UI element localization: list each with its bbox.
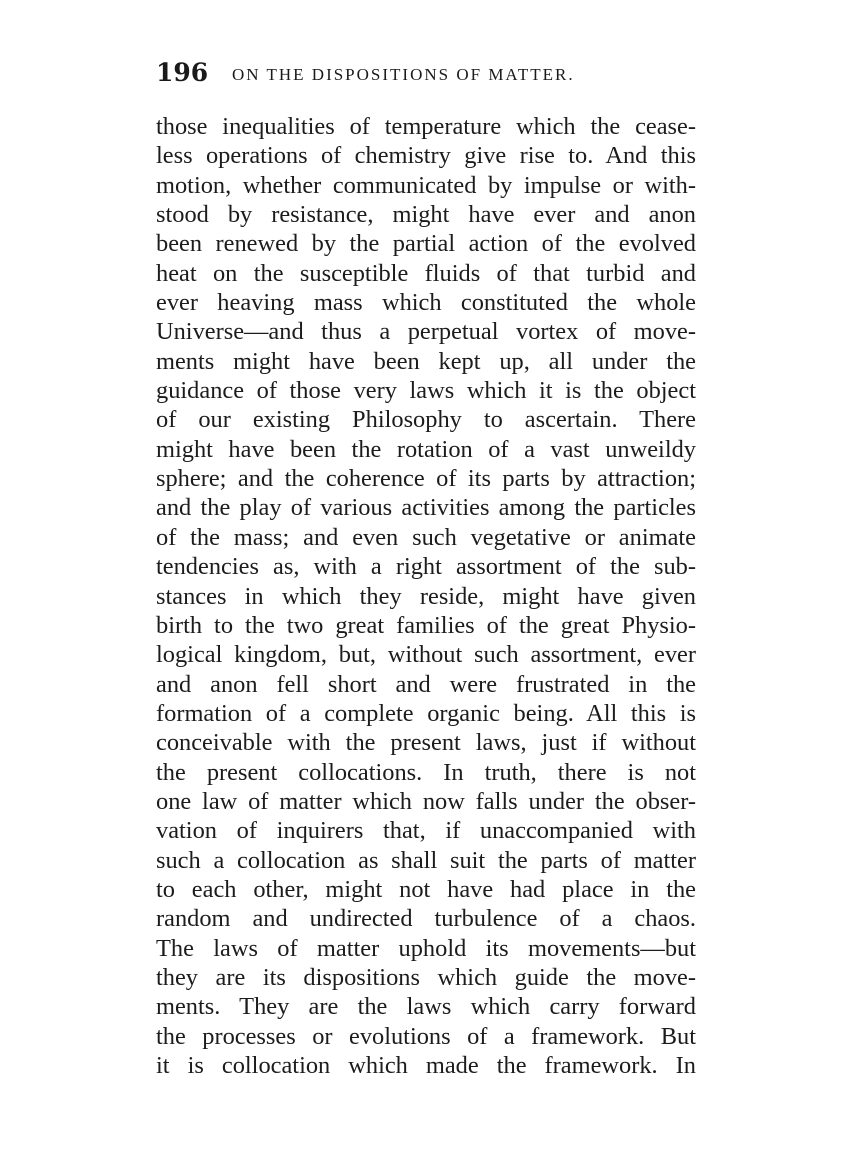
text-line: The laws of matter uphold its movements—but (156, 934, 696, 962)
text-line: and the play of various activities among the particles (156, 494, 696, 522)
text-line: guidance of those very laws which it is the object (156, 377, 696, 405)
text-line: to each other, might not have had place in the (156, 875, 696, 903)
text-line: birth to the two great families of the great Physio- (156, 611, 696, 639)
text-line: logical kingdom, but, without such assortment, ever (156, 641, 696, 669)
text-line: they are its dispositions which guide the move- (156, 963, 696, 991)
text-line: Universe—and thus a perpetual vortex of move- (156, 318, 696, 346)
text-line: formation of a complete organic being. All this is (156, 699, 696, 727)
text-line: vation of inquirers that, if unaccompanied with (156, 817, 696, 845)
running-title: ON THE DISPOSITIONS OF MATTER. (232, 65, 575, 84)
text-line: of our existing Philosophy to ascertain. There (156, 406, 696, 434)
text-line: stances in which they reside, might have given (156, 582, 696, 610)
text-line: random and undirected turbulence of a chaos. (156, 905, 696, 933)
text-line: ments might have been kept up, all under the (156, 347, 696, 375)
text-line: stood by resistance, might have ever and anon (156, 201, 696, 229)
text-line: might have been the rotation of a vast unweildy (156, 435, 696, 463)
text-line: ments. They are the laws which carry forward (156, 993, 696, 1021)
text-line: the present collocations. In truth, there is not (156, 758, 696, 786)
text-line: ever heaving mass which constituted the whole (156, 289, 696, 317)
text-line: been renewed by the partial action of the evolved (156, 230, 696, 258)
text-line: tendencies as, with a right assortment of the sub- (156, 553, 696, 581)
page-number: 196 (156, 58, 209, 87)
text-line: it is collocation which made the framework. In (156, 1052, 696, 1079)
text-line: one law of matter which now falls under the obser- (156, 787, 696, 815)
text-line: and anon fell short and were frustrated in the (156, 670, 696, 698)
text-line: of the mass; and even such vegetative or animate (156, 523, 696, 551)
text-line: less operations of chemistry give rise to. And this (156, 142, 696, 170)
text-line: conceivable with the present laws, just if without (156, 729, 696, 757)
text-line: heat on the susceptible fluids of that turbid and (156, 259, 696, 287)
text-line: the processes or evolutions of a framework. But (156, 1022, 696, 1050)
text-line: motion, whether communicated by impulse or with- (156, 171, 696, 199)
text-line: those inequalities of temperature which the cease- (156, 113, 696, 140)
text-line: such a collocation as shall suit the parts of matter (156, 846, 696, 874)
running-head (156, 58, 696, 92)
body-text (156, 112, 696, 1080)
text-line: sphere; and the coherence of its parts by attraction; (156, 465, 696, 493)
